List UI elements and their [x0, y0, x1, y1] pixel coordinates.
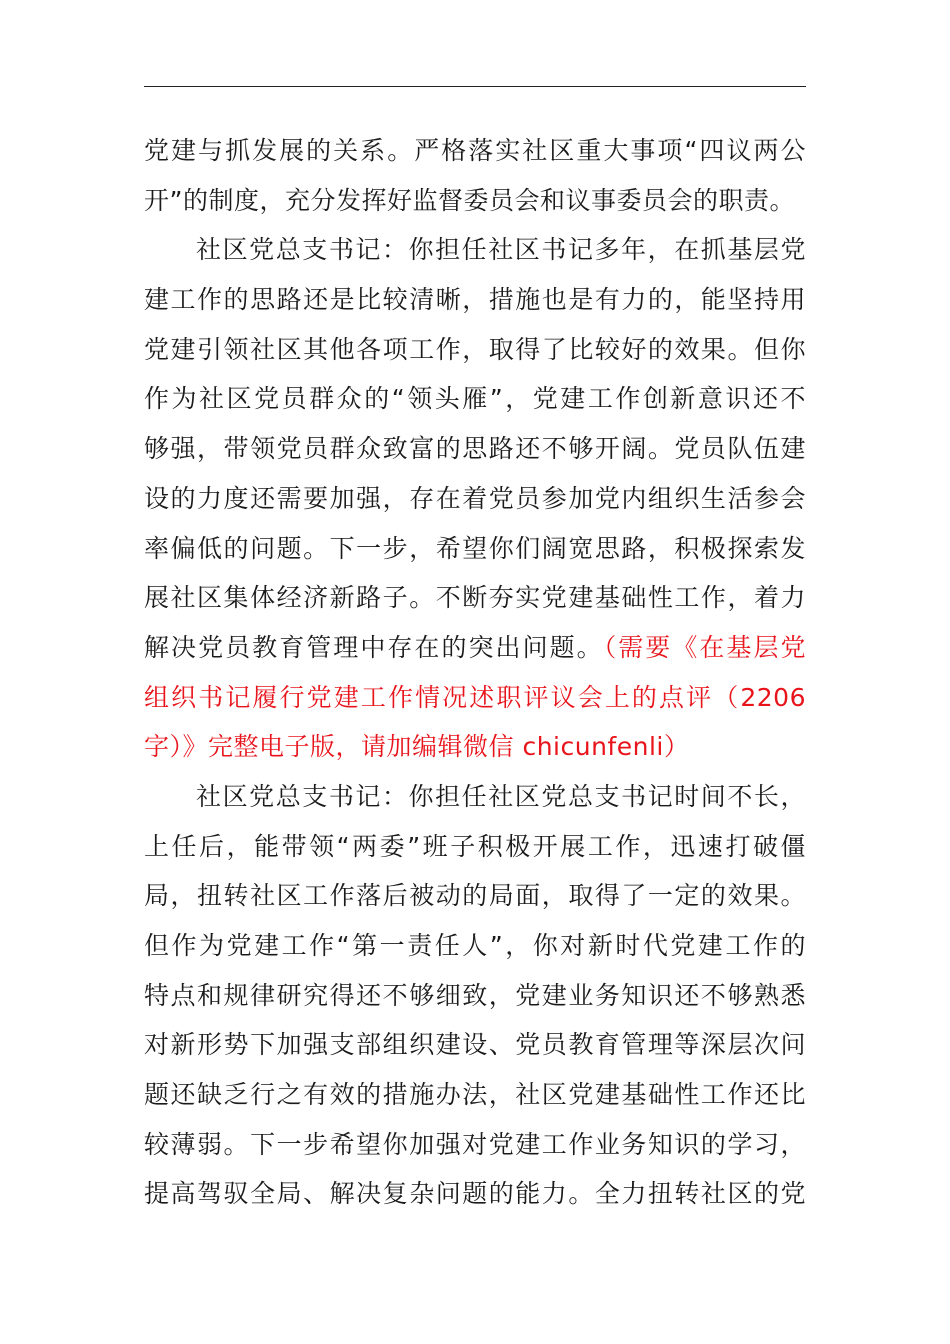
- paragraph-2-line: 党建引领社区其他各项工作，取得了比较好的效果。但你: [144, 334, 806, 364]
- paragraph-3-line: 题还缺乏行之有效的措施办法，社区党建基础性工作还比: [144, 1080, 806, 1110]
- paragraph-1-line: 党建与抓发展的关系。严格落实社区重大事项“四议两公: [144, 136, 806, 165]
- contact-note-start: （需要《在基层党: [603, 632, 806, 662]
- paragraph-2-line: 社区党总支书记：你担任社区书记多年，在抓基层党: [196, 235, 806, 265]
- paragraph-3-line: 上任后，能带领“两委”班子积极开展工作，迅速打破僵: [144, 831, 806, 861]
- paragraph-1-line: 开”的制度，充分发挥好监督委员会和议事委员会的职责。: [144, 185, 795, 215]
- paragraph-3-line: 特点和规律研究得还不够细致，党建业务知识还不够熟悉: [144, 980, 806, 1010]
- contact-note-line: 组织书记履行党建工作情况述职评议会上的点评（2206: [144, 682, 806, 712]
- paragraph-2-line: 设的力度还需要加强，存在着党员参加党内组织生活参会: [144, 483, 806, 513]
- document-body: [144, 126, 806, 1219]
- paragraph-2-line: 作为社区党员群众的“领头雁”，党建工作创新意识还不: [144, 384, 806, 414]
- paragraph-2-line: 够强，带领党员群众致富的思路还不够开阔。党员队伍建: [144, 434, 806, 464]
- paragraph-2-line-text: 解决党员教育管理中存在的突出问题。: [144, 632, 604, 662]
- paragraph-3-line: 局，扭转社区工作落后被动的局面，取得了一定的效果。: [144, 881, 806, 911]
- paragraph-3-line: 较薄弱。下一步希望你加强对党建工作业务知识的学习，: [144, 1129, 806, 1159]
- paragraph-3-line: 但作为党建工作“第一责任人”，你对新时代党建工作的: [144, 931, 806, 960]
- header-rule: [144, 86, 806, 87]
- paragraph-3-line: 对新形势下加强支部组织建设、党员教育管理等深层次问: [144, 1030, 806, 1060]
- paragraph-3-line: 提高驾驭全局、解决复杂问题的能力。全力扭转社区的党: [144, 1179, 806, 1209]
- paragraph-2-mixed-line: [144, 623, 806, 673]
- paragraph-2-line: 展社区集体经济新路子。不断夯实党建基础性工作，着力: [144, 583, 806, 613]
- paragraph-2-line: 建工作的思路还是比较清晰，措施也是有力的，能坚持用: [144, 285, 806, 315]
- contact-note-line: 字）》完整电子版，请加编辑微信 chicunfenli）: [144, 732, 690, 762]
- paragraph-3-line: 社区党总支书记：你担任社区党总支书记时间不长，: [196, 781, 806, 811]
- paragraph-2-line: 率偏低的问题。下一步，希望你们阔宽思路，积极探索发: [144, 533, 806, 563]
